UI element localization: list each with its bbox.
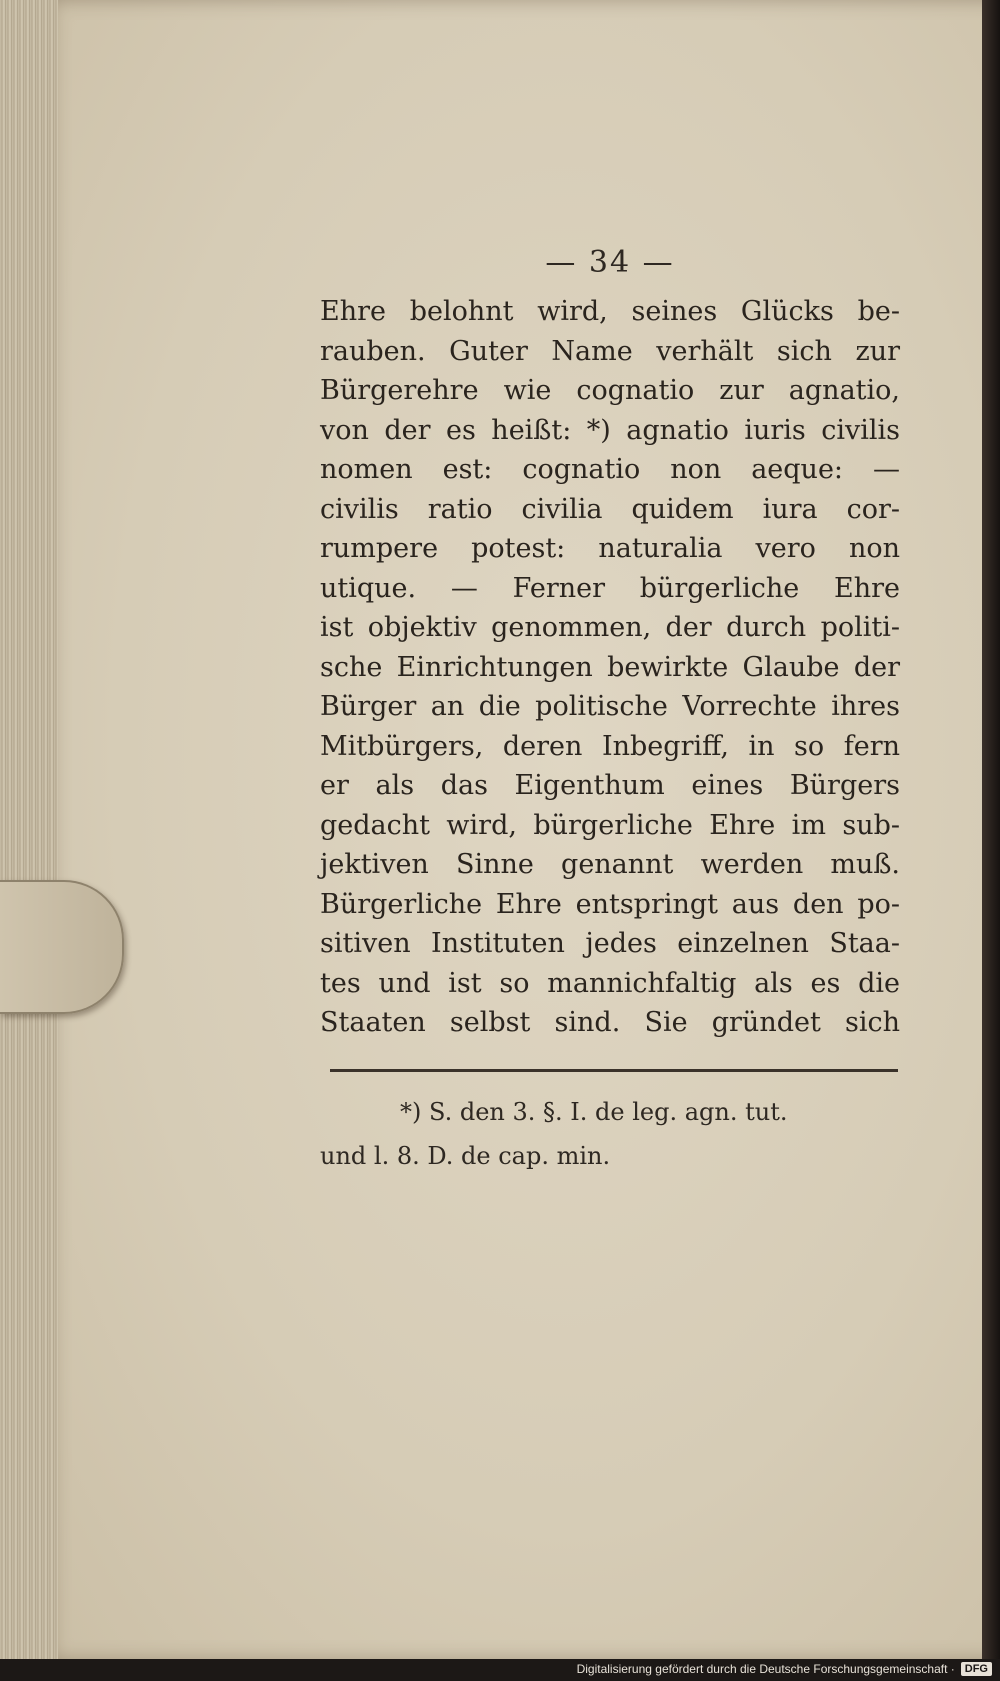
text-line: sche Einrichtungen bewirkte Glaube der <box>320 651 900 683</box>
text-line: er als das Eigenthum eines Bürgers <box>320 770 900 801</box>
text-line: Staaten selbst sind. Sie gründet sich <box>320 1007 900 1038</box>
text-line: Ehre belohnt wird, seines Glücks be- <box>320 296 900 327</box>
text-line: utique. — Ferner bürgerliche Ehre <box>320 572 900 604</box>
page-number: — 34 — <box>545 245 675 280</box>
text-line: civilis ratio civilia quidem iura cor- <box>320 493 900 525</box>
text-line: von der es heißt: *) agnatio iuris civilis <box>320 414 900 446</box>
text-line: Bürgerliche Ehre entspringt aus den po- <box>320 888 900 920</box>
text-line: rumpere potest: naturalia vero non <box>320 533 900 564</box>
footnote-line: und l. 8. D. de cap. min. <box>320 1141 611 1170</box>
text-line: Bürger an die politische Vorrechte ihres <box>320 691 900 722</box>
book-clasp-tab <box>0 880 124 1014</box>
text-line: Bürgerehre wie cognatio zur agnatio, <box>320 375 900 406</box>
footnote-line: *) S. den 3. §. I. de leg. agn. tut. <box>400 1097 788 1126</box>
page-edges <box>0 0 58 1681</box>
text-line: ist objektiv genommen, der durch politi- <box>320 612 900 643</box>
text-line: rauben. Guter Name verhält sich zur <box>320 335 900 367</box>
text-line: sitiven Instituten jedes einzelnen Staa- <box>320 928 900 959</box>
footnote-separator <box>330 1069 898 1072</box>
text-line: jektiven Sinne genannt werden muß. <box>320 849 900 880</box>
attribution <box>577 1659 992 1679</box>
binding-edge <box>982 0 1000 1660</box>
text-line: gedacht wird, bürgerliche Ehre im sub- <box>320 809 900 841</box>
footnote <box>320 1090 900 1178</box>
body-text <box>320 292 900 1043</box>
attribution-text: Digitalisierung gefördert durch die Deutsche Forschungsgemeinschaft · <box>576 1662 955 1676</box>
text-line: tes und ist so mannichfaltig als es die <box>320 967 900 999</box>
text-line: nomen est: cognatio non aeque: — <box>320 454 900 485</box>
dfg-logo-icon: DFG <box>961 1662 992 1676</box>
text-line: Mitbürgers, deren Inbegriff, in so fern <box>320 730 900 762</box>
page-content <box>320 245 900 1178</box>
